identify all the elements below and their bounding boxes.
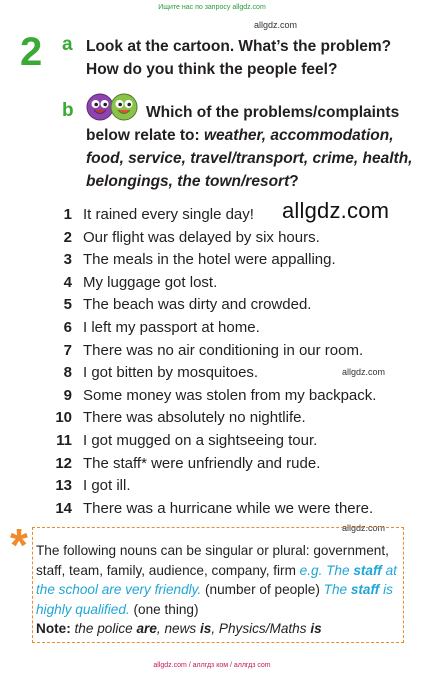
list-item [46, 249, 406, 272]
item-number: 11 [56, 431, 72, 449]
item-text: I got ill. [83, 477, 131, 495]
part-a-instruction [86, 35, 391, 81]
item-text: The staff* were unfriendly and rude. [83, 454, 321, 472]
item-text: I got bitten by mosquitoes. [83, 364, 259, 382]
part-a-line1: Look at the cartoon. What’s the problem? [86, 38, 392, 55]
grammar-note-text: The following nouns can be singular or plural: government, staff, team, family, audience, company, firm e.g. The staff at the school are very friendly. (number of people) The staff is highly qualified. (one thing) Note: the police are, news is, Physics/Maths is [36, 543, 397, 637]
item-text: There was absolutely no nightlife. [83, 409, 306, 427]
item-number: 14 [55, 499, 72, 517]
item-text: It rained every single day! [83, 206, 254, 223]
part-b-letter: b [62, 100, 74, 121]
list-item [46, 385, 406, 408]
item-number: 7 [63, 341, 72, 359]
item-number: 2 [63, 228, 72, 246]
problems-list [46, 204, 406, 520]
item-text: My luggage got lost. [83, 273, 218, 291]
list-item [46, 453, 406, 476]
part-b-line3: food, service, travel/transport, crime, health, [86, 150, 413, 167]
asterisk-icon: * [10, 519, 28, 571]
item-text: The meals in the hotel were appalling. [83, 251, 336, 269]
item-number: 12 [55, 454, 72, 472]
list-item [46, 340, 406, 363]
item-number: 4 [63, 273, 72, 291]
part-b-line2: below relate to: weather, accommodation, [86, 127, 394, 144]
item-number: 3 [63, 251, 72, 269]
item-text: Our flight was delayed by six hours. [83, 228, 320, 246]
exercise-number: 2 [20, 30, 43, 74]
item-number: 8 [63, 364, 72, 382]
top-watermark: Ищите нас по запросу allgdz.com [158, 4, 266, 11]
part-b-instruction [86, 124, 416, 193]
list-item [46, 362, 406, 385]
item-text: The beach was dirty and crowded. [83, 296, 312, 314]
item-text: I got mugged on a sightseeing tour. [83, 431, 318, 449]
list-item [46, 317, 406, 340]
item-number: 9 [63, 386, 72, 404]
list-item [46, 272, 406, 295]
list-item [46, 294, 406, 317]
footer-watermark: allgdz.com / аллгдз ком / аллгдз com [153, 662, 271, 669]
list-item [46, 430, 406, 453]
watermark: allgdz.com [342, 367, 386, 377]
item-number: 5 [63, 296, 72, 314]
watermark: allgdz.com [254, 20, 298, 30]
item-number: 1 [63, 206, 72, 223]
list-item [46, 498, 406, 521]
list-item [46, 204, 406, 227]
item-number: 10 [55, 409, 72, 427]
part-b-line4: belongings, the town/resort? [86, 173, 299, 190]
two-smiley-faces-icon [86, 92, 140, 122]
item-text: There was a hurricane while we were there. [83, 499, 374, 517]
item-text: There was no air conditioning in our room. [83, 341, 364, 359]
part-a-line2: How do you think the people feel? [86, 61, 338, 78]
watermark-large: allgdz.com [282, 198, 390, 223]
note-label: Note: [36, 621, 71, 637]
part-a-letter: a [62, 34, 73, 55]
list-item [46, 407, 406, 430]
item-number: 6 [63, 318, 72, 336]
part-b-line1: Which of the problems/complaints [146, 104, 400, 121]
list-item [46, 475, 406, 498]
item-text: Some money was stolen from my backpack. [83, 386, 377, 404]
item-text: I left my passport at home. [83, 318, 260, 336]
item-number: 13 [55, 477, 72, 495]
watermark: allgdz.com [342, 523, 386, 533]
list-item [46, 227, 406, 250]
